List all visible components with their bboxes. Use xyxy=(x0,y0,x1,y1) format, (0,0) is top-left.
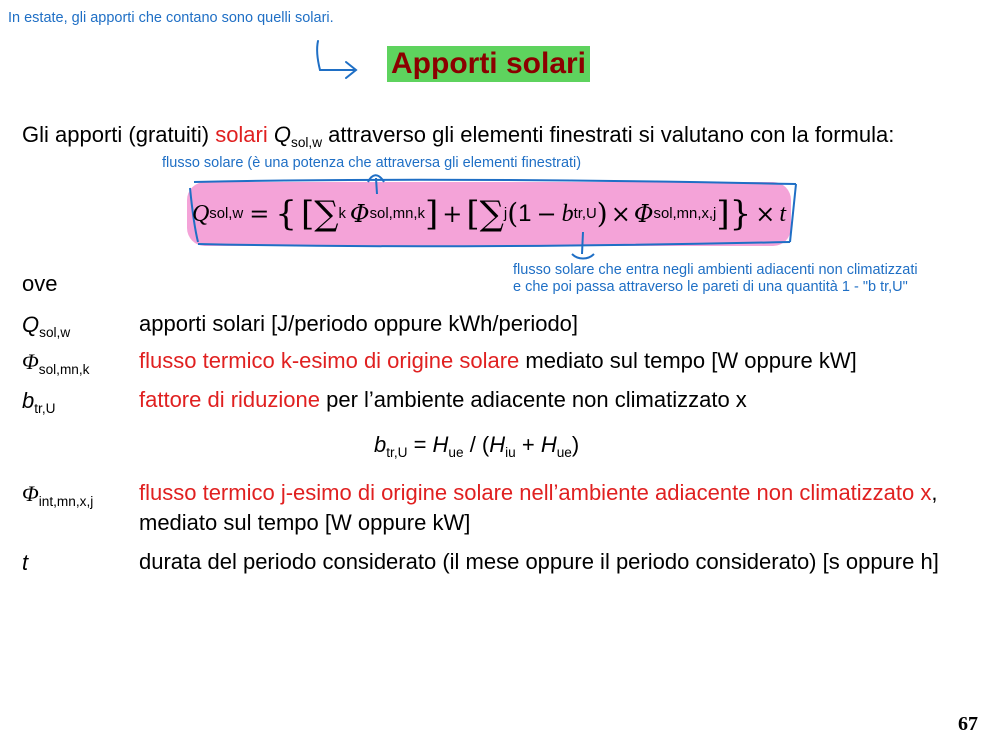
def-symbol-phi-sol: $\Phi_{sol,mn,k}$ xyxy=(22,349,90,377)
top-note: In estate, gli apporti che contano sono quelli solari. xyxy=(8,10,334,26)
def-text-b: fattore di riduzione per l’ambiente adiacente non climatizzato x xyxy=(139,387,747,412)
def-text-q: apporti solari [J/periodo oppure kWh/periodo] xyxy=(139,311,579,336)
annotation-below-formula: flusso solare che entra negli ambienti adiacenti non climatizzati e che poi passa attraverso le pareti di una quantità 1 - "b tr,U" xyxy=(513,262,918,295)
solar-gain-formula: Q sol,w = { [ ∑ k Φ sol,mn,k ] + [ ∑ j ( 1 − b tr,U ) × Φ sol,mn,x,j ] } × t xyxy=(191,194,787,234)
def-symbol-phi-int: $\Phi_{int,mn,x,j}$ xyxy=(22,481,94,509)
b-formula: $b_{tr,U} = H_{ue} / (H_{iu} + H_{ue})$ xyxy=(374,432,580,460)
def-text-phi-int: flusso termico j-esimo di origine solare nell’ambiente adiacente non climatizzato x, mediato sul tempo [W oppure kW] xyxy=(139,480,938,535)
intro-paragraph: Gli apporti (gratuiti) solari $Q_{sol,w}$ attraverso gli elementi finestrati si valutano con la formula: xyxy=(22,122,895,150)
slide-title: Apporti solari xyxy=(387,46,590,82)
ove-label: ove xyxy=(22,271,58,296)
solari-emphasis: solari xyxy=(215,122,268,147)
arrow-right-icon xyxy=(310,38,370,80)
def-symbol-q: $Q_{sol,w}$ xyxy=(22,312,71,340)
page-number: 67 xyxy=(958,713,978,735)
def-text-t: durata del periodo considerato (il mese oppure il periodo considerato) [s oppure h] xyxy=(139,549,939,574)
def-symbol-b: $b_{tr,U}$ xyxy=(22,388,56,416)
q-symbol: Q xyxy=(273,122,292,147)
annotation-above-formula: flusso solare (è una potenza che attraversa gli elementi finestrati) xyxy=(162,155,582,171)
def-symbol-t: t xyxy=(22,550,29,575)
def-text-phi-sol: flusso termico k-esimo di origine solare mediato sul tempo [W oppure kW] xyxy=(139,348,857,373)
